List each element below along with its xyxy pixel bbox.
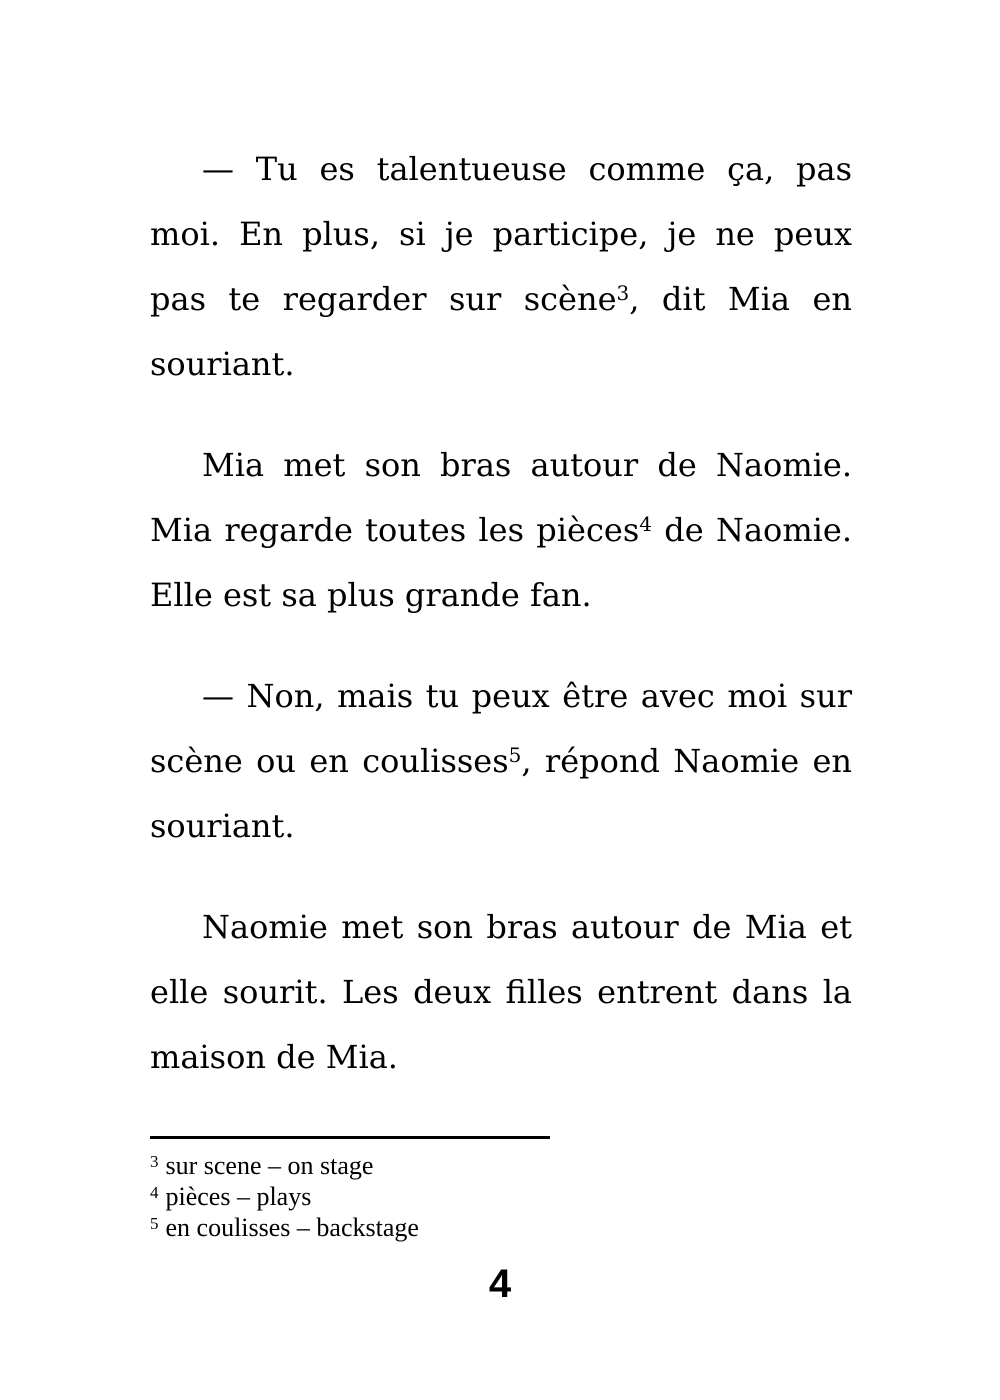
text-line: Naomie met son bras autour de Mia et — [202, 908, 852, 946]
footnotes-section — [150, 1150, 770, 1243]
paragraph — [150, 664, 852, 859]
page-number: 4 — [488, 1262, 512, 1306]
text-line: — Tu es talentueuse comme ça, pas — [202, 150, 852, 188]
text-line: Mia met son bras autour de Naomie. — [202, 446, 852, 484]
text-line: scène ou en coulisses$^5$, répond Naomie en — [150, 742, 853, 780]
footnote-marker: 5 — [150, 1213, 159, 1233]
text-line: souriant. — [150, 345, 295, 383]
footnote-marker: 4 — [150, 1182, 159, 1202]
footnote-text: sur scene – on stage — [165, 1151, 374, 1180]
footnote-item — [150, 1181, 770, 1212]
footnote-text: pièces – plays — [165, 1182, 312, 1211]
footnote-reference: 4 — [639, 512, 652, 537]
text-line: elle sourit. Les deux filles entrent dans la — [150, 973, 852, 1011]
text-line: moi. En plus, si je participe, je ne peux — [150, 215, 852, 253]
paragraph — [150, 433, 852, 628]
footnote-reference: 5 — [508, 743, 522, 768]
footnote-item — [150, 1150, 770, 1181]
footnote-item — [150, 1212, 770, 1243]
footnote-text: en coulisses – backstage — [165, 1213, 419, 1242]
text-line: Mia regarde toutes les pièces$^4$ de Naomie. — [150, 511, 852, 549]
footnote-marker: 3 — [150, 1151, 159, 1171]
text-line: pas te regarder sur scène$^3$, dit Mia en — [150, 280, 853, 318]
footnote-reference: 3 — [616, 281, 630, 306]
text-line: — Non, mais tu peux être avec moi sur — [202, 677, 852, 715]
story-text — [150, 137, 852, 1126]
text-line: souriant. — [150, 807, 295, 845]
text-line: maison de Mia. — [150, 1038, 398, 1076]
paragraph — [150, 895, 852, 1090]
text-line: Elle est sa plus grande fan. — [150, 576, 592, 614]
footnote-separator — [150, 1136, 550, 1139]
paragraph — [150, 137, 852, 397]
